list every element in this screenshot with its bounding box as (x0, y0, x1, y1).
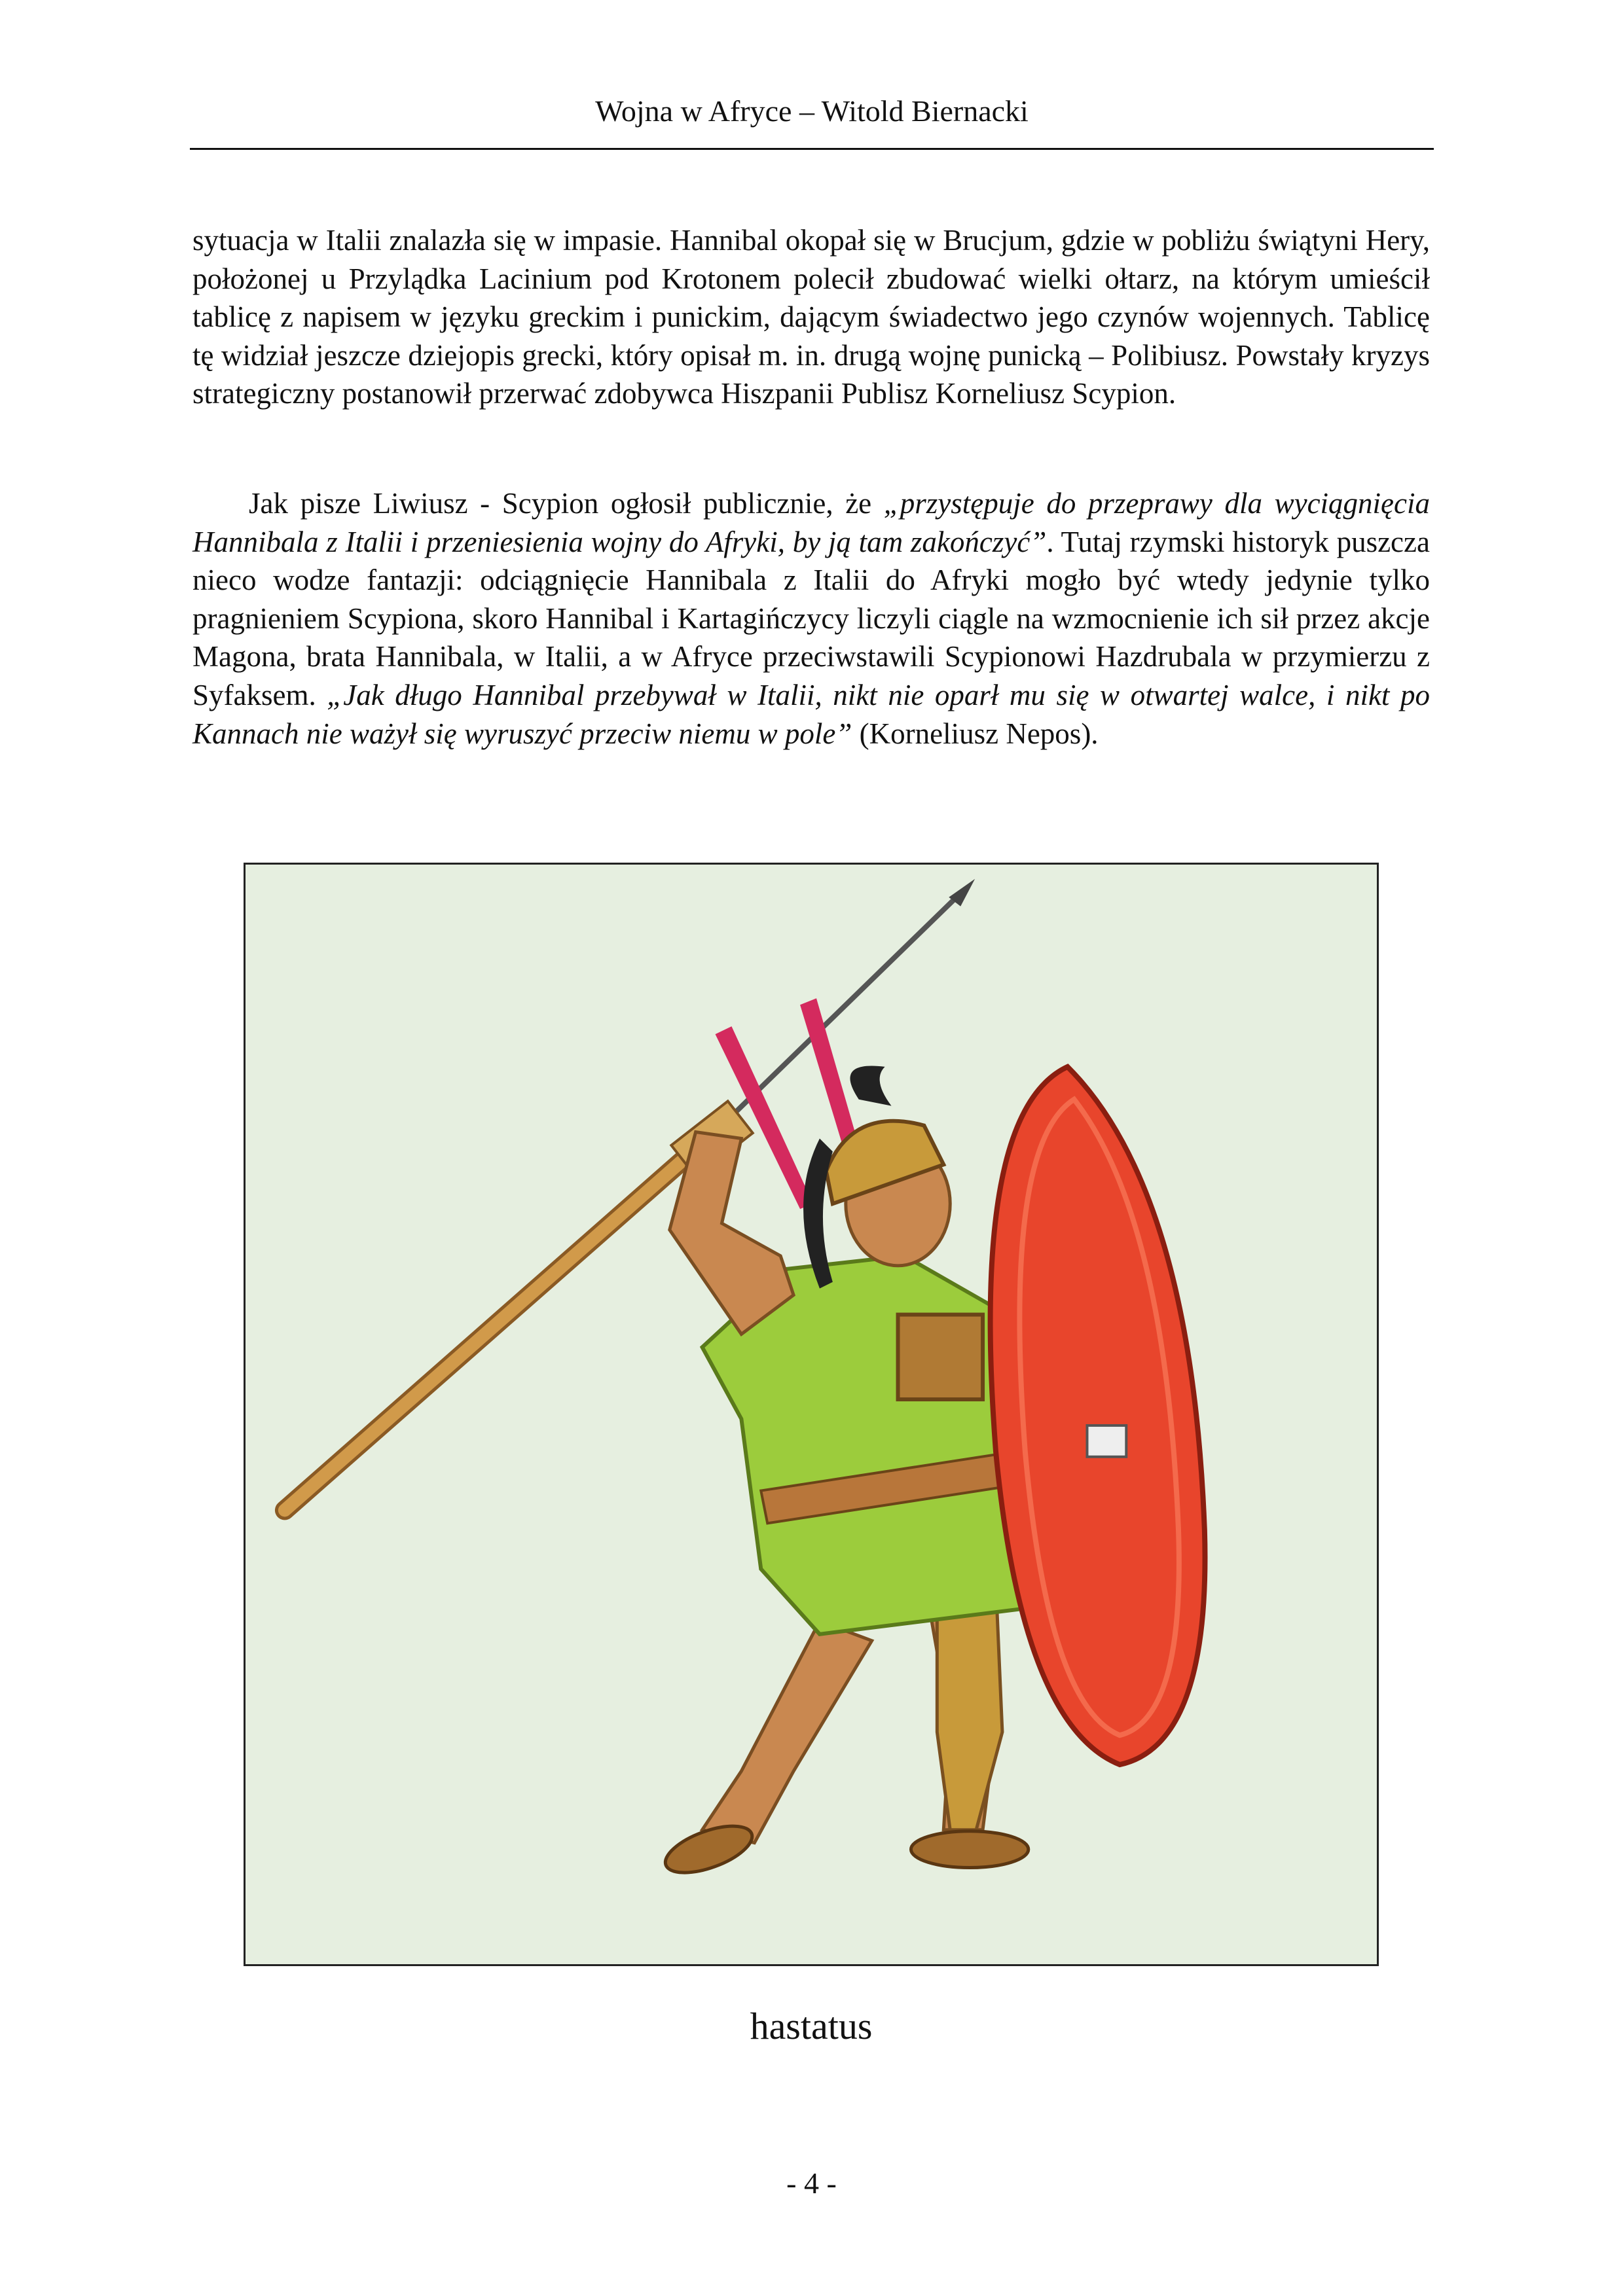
paragraph-2-intro: Jak pisze Liwiusz - Scypion ogłosił publicznie, że (249, 487, 884, 520)
header-rule (190, 148, 1434, 150)
hastatus-illustration (244, 863, 1379, 1966)
chest-plate (898, 1315, 983, 1400)
page-number: - 4 - (786, 2166, 837, 2200)
paragraph-1: sytuacja w Italii znalazła się w impasie. Hannibal okopał się w Brucjum, gdzie w pobliżu świątyni Hery, położonej u Przylądka Lacinium pod Krotonem polecił zbudować wielki ołtarz, na którym umieścił tablicę z napisem w języku greckim i punickim, dającym świadectwo jego czynów wojennych. Tablicę tę widział jeszcze dziejopis grecki, który opisał m. in. drugą wojnę punicką – Polibiusz. Powstały kryzys strategiczny postanowił przerwać zdobywca Hiszpanii Publisz Korneliusz Scypion. (192, 224, 1430, 410)
running-header: Wojna w Afryce – Witold Biernacki (595, 94, 1029, 128)
paragraph-2-source: (Korneliusz Nepos). (852, 717, 1099, 750)
nepos-quote: „Jak długo Hannibal przebywał w Italii, nikt nie oparł mu się w otwartej walce, i nikt po Kannach nie ważył się wyruszyć przeciw niemu w pole” (192, 678, 1430, 750)
shield-boss (1087, 1426, 1126, 1457)
paragraph-2-middle: . Tutaj rzymski historyk puszcza nieco wodze fantazji: odciągnięcie Hannibala z Italii do Afryki mogło być wtedy jedynie tylko pragnieniem Scypiona, skoro Hannibal i Kartagińczycy liczyli ciągle na wzmocnienie ich sił przez akcje Magona, brata Hannibala, w Italii, a w Afryce przeciwstawili Scypionowi Hazdrubala w przymierzu z Syfaksem. (192, 525, 1430, 711)
livy-quote: „przystępuje do przeprawy dla wyciągnięcia Hannibala z Italii i przeniesienia wojny do Afryki, by ją tam zakończyć” (192, 487, 1430, 558)
figure-caption: hastatus (750, 2005, 873, 2047)
hastatus-figure-svg (246, 865, 1377, 1964)
paragraph-2 (192, 484, 1430, 753)
